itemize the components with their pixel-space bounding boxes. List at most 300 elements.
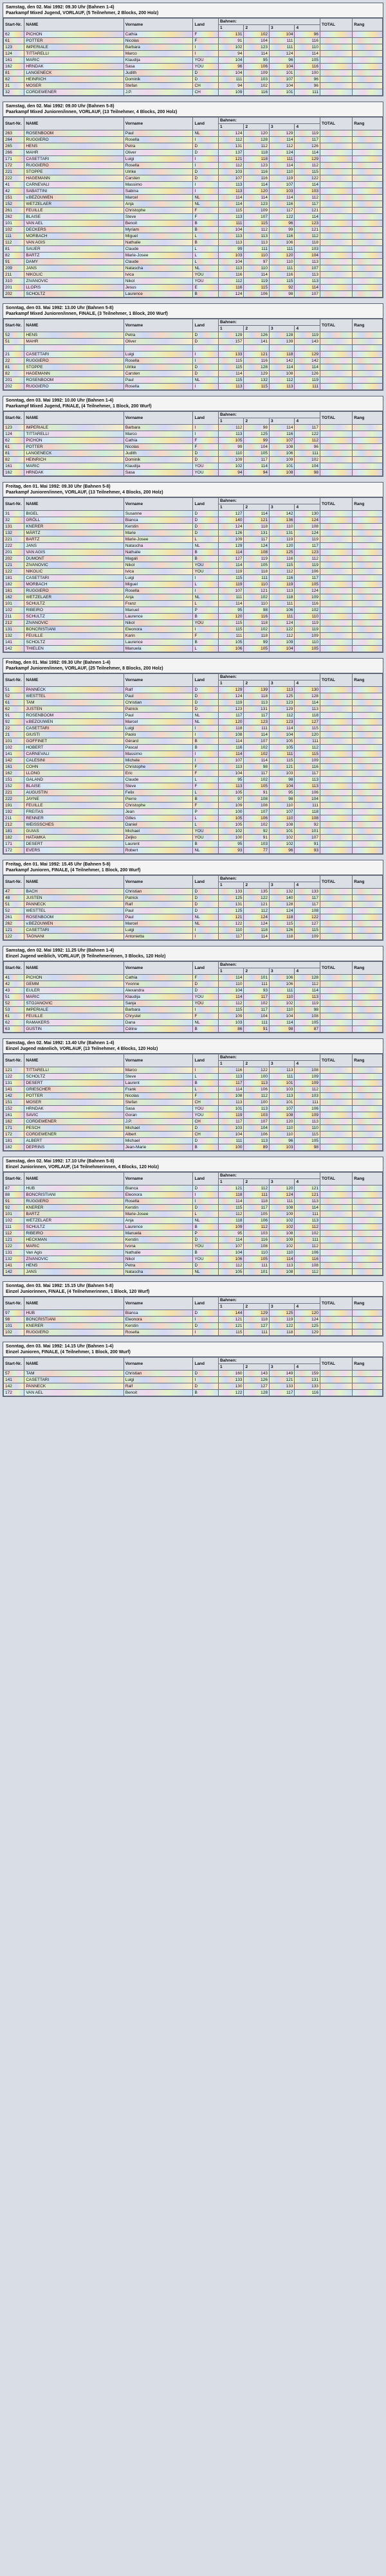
cell-r3: 111 xyxy=(269,246,295,253)
cell-r1: 99 xyxy=(218,444,244,450)
cell-name: ROSENBOOM xyxy=(24,377,124,384)
cell-vorname: Yvonne xyxy=(124,981,193,988)
cell-rang xyxy=(353,227,383,233)
cell-total xyxy=(320,537,352,543)
block-event-line: Paarkampf Junioren/innen, VORLAUF, (25 Teilnehmer, 8 Blocks, 200 Holz) xyxy=(6,666,163,671)
results-document xyxy=(3,3,383,1402)
cell-rang xyxy=(353,693,383,700)
cell-r2: 105 xyxy=(244,783,270,790)
cell-r1: 126 xyxy=(218,530,244,537)
cell-start: 181 xyxy=(4,1138,24,1144)
cell-rang xyxy=(353,1074,383,1080)
cell-r1: 112 xyxy=(218,163,244,169)
cell-start: 52 xyxy=(4,1000,24,1007)
cell-rang xyxy=(353,927,383,934)
cell-r3: 103 xyxy=(269,1087,295,1093)
table-row xyxy=(4,575,383,582)
cell-total xyxy=(320,130,352,137)
cell-r1: 122 xyxy=(218,921,244,927)
cell-r3: 106 xyxy=(269,607,295,614)
cell-r2: 115 xyxy=(244,285,270,291)
cell-r4: 103 xyxy=(295,1093,320,1099)
cell-r1: 112 xyxy=(218,137,244,143)
cell-name: RUGGIERO xyxy=(24,163,124,169)
cell-rang xyxy=(353,89,383,96)
cell-r1: 107 xyxy=(218,1243,244,1250)
cell-start: 91 xyxy=(4,1198,24,1205)
cell-rang xyxy=(353,57,383,64)
cell-land: D xyxy=(193,371,219,377)
cell-name: HRNDAK xyxy=(24,470,124,476)
cell-vorname: Eleonora xyxy=(124,1192,193,1198)
cell-r4: 105 xyxy=(295,1020,320,1026)
cell-name: GOFFINET xyxy=(24,738,124,745)
cell-start: 141 xyxy=(4,639,24,646)
results-table xyxy=(3,1357,383,1396)
cell-land: CH xyxy=(193,89,219,96)
cell-start: 142 xyxy=(4,758,24,764)
cell-name: SCHULTZ xyxy=(24,1224,124,1230)
cell-vorname: Céline xyxy=(124,1026,193,1033)
table-row xyxy=(4,1224,383,1230)
cell-r4: 122 xyxy=(295,914,320,921)
cell-r3: 119 xyxy=(269,1317,295,1323)
column-header-total: TOTAL xyxy=(320,412,352,425)
table-row xyxy=(4,246,383,253)
cell-r4: 112 xyxy=(295,556,320,562)
table-row xyxy=(4,1243,383,1250)
cell-start: 162 xyxy=(4,64,24,70)
cell-start: 192 xyxy=(4,809,24,815)
cell-r1: 91 xyxy=(218,38,244,44)
cell-name: PESCH xyxy=(24,1125,124,1132)
column-header-rang: Rang xyxy=(353,118,383,130)
cell-r1: 107 xyxy=(218,588,244,594)
cell-total xyxy=(320,646,352,652)
cell-rang xyxy=(353,914,383,921)
cell-total xyxy=(320,272,352,278)
table-row xyxy=(4,921,383,927)
table-row xyxy=(4,988,383,994)
cell-r4 xyxy=(295,345,320,351)
cell-name: EVERS xyxy=(24,848,124,854)
cell-total xyxy=(320,511,352,517)
cell-land: L xyxy=(193,822,219,828)
table-row xyxy=(4,934,383,940)
column-header-name: NAME xyxy=(24,1173,124,1186)
column-header-land: Land xyxy=(193,876,219,889)
cell-r1: 113 xyxy=(218,1074,244,1080)
cell-r1: 110 xyxy=(218,981,244,988)
cell-total xyxy=(320,265,352,272)
cell-r1: 109 xyxy=(218,457,244,463)
cell-vorname: Benoit xyxy=(124,220,193,227)
cell-name: ZIVANOVIC xyxy=(24,562,124,569)
table-row xyxy=(4,914,383,921)
cell-r1: 104 xyxy=(218,259,244,265)
cell-r2: 119 xyxy=(244,278,270,285)
cell-r2: 108 xyxy=(244,549,270,556)
cell-total xyxy=(320,1138,352,1144)
table-row xyxy=(4,1317,383,1323)
cell-r3: 104 xyxy=(269,1013,295,1020)
column-header-rang: Rang xyxy=(353,1297,383,1310)
cell-land: L xyxy=(193,601,219,607)
table-row xyxy=(4,57,383,64)
cell-r1: 123 xyxy=(218,706,244,713)
cell-vorname: Natascha xyxy=(124,265,193,272)
table-row xyxy=(4,358,383,364)
cell-start: 201 xyxy=(4,549,24,556)
column-header-name: NAME xyxy=(24,674,124,687)
cell-name: SCHULTZ xyxy=(24,601,124,607)
cell-rang xyxy=(353,1198,383,1205)
table-row xyxy=(4,450,383,457)
cell-r1: 133 xyxy=(218,351,244,358)
cell-vorname: Kerstin xyxy=(124,524,193,530)
cell-r3: 142 xyxy=(269,358,295,364)
cell-r2: 91 xyxy=(244,1026,270,1033)
cell-total xyxy=(320,1026,352,1033)
cell-r2: 110 xyxy=(244,582,270,588)
cell-land: F xyxy=(193,444,219,450)
cell-rang xyxy=(353,732,383,738)
cell-r3: 107 xyxy=(269,1106,295,1112)
cell-r3: 106 xyxy=(269,981,295,988)
table-row xyxy=(4,981,383,988)
cell-land: D xyxy=(193,1310,219,1317)
cell-r1: 105 xyxy=(218,1269,244,1275)
cell-r1: 104 xyxy=(218,770,244,777)
cell-vorname: Marie-Josee xyxy=(124,253,193,259)
cell-total xyxy=(320,259,352,265)
cell-name: MOSER xyxy=(24,1099,124,1106)
results-block xyxy=(3,1038,383,1151)
block-header xyxy=(3,483,383,497)
cell-total xyxy=(320,601,352,607)
cell-name: GRIESCHER xyxy=(24,1087,124,1093)
cell-vorname: Klaudija xyxy=(124,994,193,1000)
cell-r4: 104 xyxy=(295,796,320,803)
cell-total xyxy=(320,44,352,51)
cell-r2: 124 xyxy=(244,921,270,927)
cell-start: 51 xyxy=(4,902,24,908)
cell-rang xyxy=(353,1119,383,1125)
cell-r3: 108 xyxy=(269,1205,295,1211)
cell-r4: 116 xyxy=(295,764,320,770)
table-row xyxy=(4,639,383,646)
table-row xyxy=(4,1106,383,1112)
cell-r2: 111 xyxy=(244,1263,270,1269)
column-header-vorname: Vorname xyxy=(124,876,193,889)
cell-r1: 109 xyxy=(218,89,244,96)
cell-total xyxy=(320,981,352,988)
cell-r4: 108 xyxy=(295,1263,320,1269)
cell-total xyxy=(320,240,352,246)
cell-r3: 109 xyxy=(269,639,295,646)
cell-name: FEUILLE xyxy=(24,803,124,809)
cell-rang xyxy=(353,1218,383,1224)
cell-name: SCHOLTZ xyxy=(24,639,124,646)
cell-rang xyxy=(353,444,383,450)
cell-start: 101 xyxy=(4,738,24,745)
cell-r3: 107 xyxy=(269,182,295,188)
block-date-line: Freitag, den 01. Mai 1992: 09.30 Uhr (Bahnen 1-4) xyxy=(6,661,111,665)
cell-name: RENNER xyxy=(24,815,124,822)
cell-rang xyxy=(353,1106,383,1112)
cell-total xyxy=(320,83,352,89)
cell-r4: 130 xyxy=(295,511,320,517)
cell-vorname: Marco xyxy=(124,51,193,57)
column-header-rang: Rang xyxy=(353,962,383,975)
block-event-line: Paarkampf Mixed Junioren/innen, FINALE, (3 Teilnehmer, 1 Block, 200 Wurf) xyxy=(6,312,168,316)
cell-name: LANGENECK xyxy=(24,450,124,457)
cell-vorname: Pierre xyxy=(124,796,193,803)
cell-r3: 107 xyxy=(269,809,295,815)
cell-r2: 93 xyxy=(244,988,270,994)
cell-r1: 119 xyxy=(218,569,244,575)
cell-r4: 128 xyxy=(295,975,320,981)
table-row xyxy=(4,614,383,620)
cell-land: D xyxy=(193,524,219,530)
cell-start: 151 xyxy=(4,195,24,201)
table-row xyxy=(4,1087,383,1093)
cell-r1: 113 xyxy=(218,240,244,246)
cell-rang xyxy=(353,1093,383,1099)
cell-start: 31 xyxy=(4,83,24,89)
cell-start: 101 xyxy=(4,1323,24,1329)
cell-r2: 102 xyxy=(244,626,270,633)
cell-vorname: Nathalie xyxy=(124,1250,193,1256)
cell-land: D xyxy=(193,1371,219,1377)
table-row xyxy=(4,713,383,719)
table-row xyxy=(4,1007,383,1013)
cell-name: SAVIC xyxy=(24,1112,124,1119)
table-row xyxy=(4,253,383,259)
cell-r1: 104 xyxy=(218,1250,244,1256)
table-row xyxy=(4,371,383,377)
cell-r1: 157 xyxy=(218,339,244,345)
cell-land: D xyxy=(193,364,219,371)
column-header-start: Start-Nr. xyxy=(4,118,24,130)
cell-rang xyxy=(353,908,383,914)
results-block xyxy=(3,303,383,391)
cell-vorname: Gérard xyxy=(124,738,193,745)
cell-start: 123 xyxy=(4,425,24,431)
cell-vorname: Barbara xyxy=(124,44,193,51)
cell-vorname: Laurence xyxy=(124,291,193,298)
cell-vorname: Luigi xyxy=(124,725,193,732)
cell-start: 162 xyxy=(4,770,24,777)
cell-r4: 108 xyxy=(295,908,320,914)
cell-r1: 137 xyxy=(218,150,244,156)
cell-total xyxy=(320,732,352,738)
cell-total xyxy=(320,1067,352,1074)
cell-r2: 105 xyxy=(244,1256,270,1263)
cell-start: 51 xyxy=(4,339,24,345)
cell-rang xyxy=(353,764,383,770)
table-row xyxy=(4,345,383,351)
cell-rang xyxy=(353,809,383,815)
cell-start: 201 xyxy=(4,377,24,384)
cell-r2: 122 xyxy=(244,1067,270,1074)
table-row xyxy=(4,902,383,908)
cell-r2: 112 xyxy=(244,227,270,233)
cell-name: THIELEN xyxy=(24,646,124,652)
cell-r1: 111 xyxy=(218,76,244,83)
table-row xyxy=(4,732,383,738)
cell-start: 142 xyxy=(4,646,24,652)
cell-name: LLOPIS xyxy=(24,285,124,291)
cell-rang xyxy=(353,214,383,220)
cell-r2: 98 xyxy=(244,425,270,431)
cell-land: L xyxy=(193,259,219,265)
cell-total xyxy=(320,76,352,83)
cell-r1: 95 xyxy=(218,1230,244,1237)
cell-total xyxy=(320,783,352,790)
cell-land: L xyxy=(193,253,219,259)
cell-r2: 117 xyxy=(244,994,270,1000)
cell-land: I xyxy=(193,351,219,358)
cell-r2: 104 xyxy=(244,444,270,450)
table-row xyxy=(4,687,383,693)
cell-r1: 140 xyxy=(218,517,244,524)
cell-r4: 120 xyxy=(295,1310,320,1317)
cell-total xyxy=(320,371,352,377)
cell-name: RUGGIERO xyxy=(24,384,124,390)
cell-name: PICHON xyxy=(24,975,124,981)
cell-r1: 119 xyxy=(218,582,244,588)
cell-r1: 127 xyxy=(218,511,244,517)
cell-name: ZIVANOVIC xyxy=(24,278,124,285)
table-row xyxy=(4,777,383,783)
column-header-bahnen: Bahnen: xyxy=(218,19,320,25)
cell-r3: 114 xyxy=(269,163,295,169)
cell-name: v.BEZOUWEN xyxy=(24,195,124,201)
cell-r1: 115 xyxy=(218,1007,244,1013)
cell-total xyxy=(320,1106,352,1112)
cell-start: 202 xyxy=(4,556,24,562)
cell-r4: 127 xyxy=(295,921,320,927)
cell-r2: 106 xyxy=(244,1218,270,1224)
cell-start: 142 xyxy=(4,1269,24,1275)
table-row xyxy=(4,803,383,809)
cell-rang xyxy=(353,278,383,285)
cell-rang xyxy=(353,626,383,633)
cell-r2: 117 xyxy=(244,770,270,777)
cell-r4: 115 xyxy=(295,169,320,175)
results-table xyxy=(3,1172,383,1275)
cell-r2: 105 xyxy=(244,450,270,457)
cell-start: 151 xyxy=(4,777,24,783)
cell-r4: 116 xyxy=(295,64,320,70)
cell-start: 52 xyxy=(4,908,24,914)
cell-r2: 139 xyxy=(244,687,270,693)
cell-total xyxy=(320,1186,352,1192)
cell-start: 51 xyxy=(4,687,24,693)
cell-total xyxy=(320,848,352,854)
cell-land: YOU xyxy=(193,562,219,569)
cell-r2: 118 xyxy=(244,150,270,156)
cell-total xyxy=(320,620,352,626)
cell-total xyxy=(320,163,352,169)
cell-r1: 104 xyxy=(218,1132,244,1138)
cell-rang xyxy=(353,51,383,57)
cell-r1: 121 xyxy=(218,914,244,921)
table-row xyxy=(4,594,383,601)
cell-r3: 118 xyxy=(269,934,295,940)
cell-vorname: Eleonora xyxy=(124,626,193,633)
table-row xyxy=(4,89,383,96)
cell-total xyxy=(320,607,352,614)
cell-r2: 102 xyxy=(244,1000,270,1007)
cell-land: NL xyxy=(193,130,219,137)
cell-start: 101 xyxy=(4,220,24,227)
cell-land: I xyxy=(193,431,219,438)
cell-start: 152 xyxy=(4,783,24,790)
cell-r4: 133 xyxy=(295,1383,320,1390)
cell-name: IMPERIALE xyxy=(24,44,124,51)
cell-name: LANGENECK xyxy=(24,70,124,76)
cell-r4: 113 xyxy=(295,706,320,713)
cell-r2: 108 xyxy=(244,796,270,803)
cell-r1: 110 xyxy=(218,450,244,457)
cell-r4: 111 xyxy=(295,803,320,809)
cell-vorname: Anja xyxy=(124,594,193,601)
cell-start: 102 xyxy=(4,227,24,233)
cell-total xyxy=(320,841,352,848)
cell-land: B xyxy=(193,1250,219,1256)
cell-land: D xyxy=(193,517,219,524)
cell-r1: 124 xyxy=(218,524,244,530)
column-header-round-r4: 4 xyxy=(295,1364,320,1371)
cell-r3: 111 xyxy=(269,1074,295,1080)
cell-start: 132 xyxy=(4,633,24,639)
cell-r2: 94 xyxy=(244,470,270,476)
cell-r2: 114 xyxy=(244,758,270,764)
cell-r3: 110 xyxy=(269,169,295,175)
cell-r3: 125 xyxy=(269,549,295,556)
cell-r1: 112 xyxy=(218,1211,244,1218)
cell-r4: 117 xyxy=(295,895,320,902)
cell-r4: 112 xyxy=(295,163,320,169)
column-header-round-r4: 4 xyxy=(295,326,320,332)
cell-r3: 102 xyxy=(269,1000,295,1007)
cell-rang xyxy=(353,988,383,994)
cell-name: CASETTARI xyxy=(24,927,124,934)
cell-r1: 117 xyxy=(218,713,244,719)
cell-rang xyxy=(353,738,383,745)
cell-r3: 120 xyxy=(269,1119,295,1125)
cell-land: CH xyxy=(193,1119,219,1125)
cell-r2: 121 xyxy=(244,517,270,524)
cell-name: SCHOLTZ xyxy=(24,1074,124,1080)
cell-r3: 108 xyxy=(269,822,295,828)
cell-land: L xyxy=(193,790,219,796)
cell-total xyxy=(320,188,352,195)
cell-start: 42 xyxy=(4,188,24,195)
column-header-start: Start-Nr. xyxy=(4,1173,24,1186)
cell-vorname xyxy=(124,345,193,351)
cell-r1: 94 xyxy=(218,51,244,57)
column-header-land: Land xyxy=(193,319,219,332)
cell-rang xyxy=(353,713,383,719)
cell-total xyxy=(320,450,352,457)
cell-land: L xyxy=(193,646,219,652)
cell-vorname: Paul xyxy=(124,914,193,921)
cell-r2: 89 xyxy=(244,1144,270,1151)
cell-rang xyxy=(353,790,383,796)
